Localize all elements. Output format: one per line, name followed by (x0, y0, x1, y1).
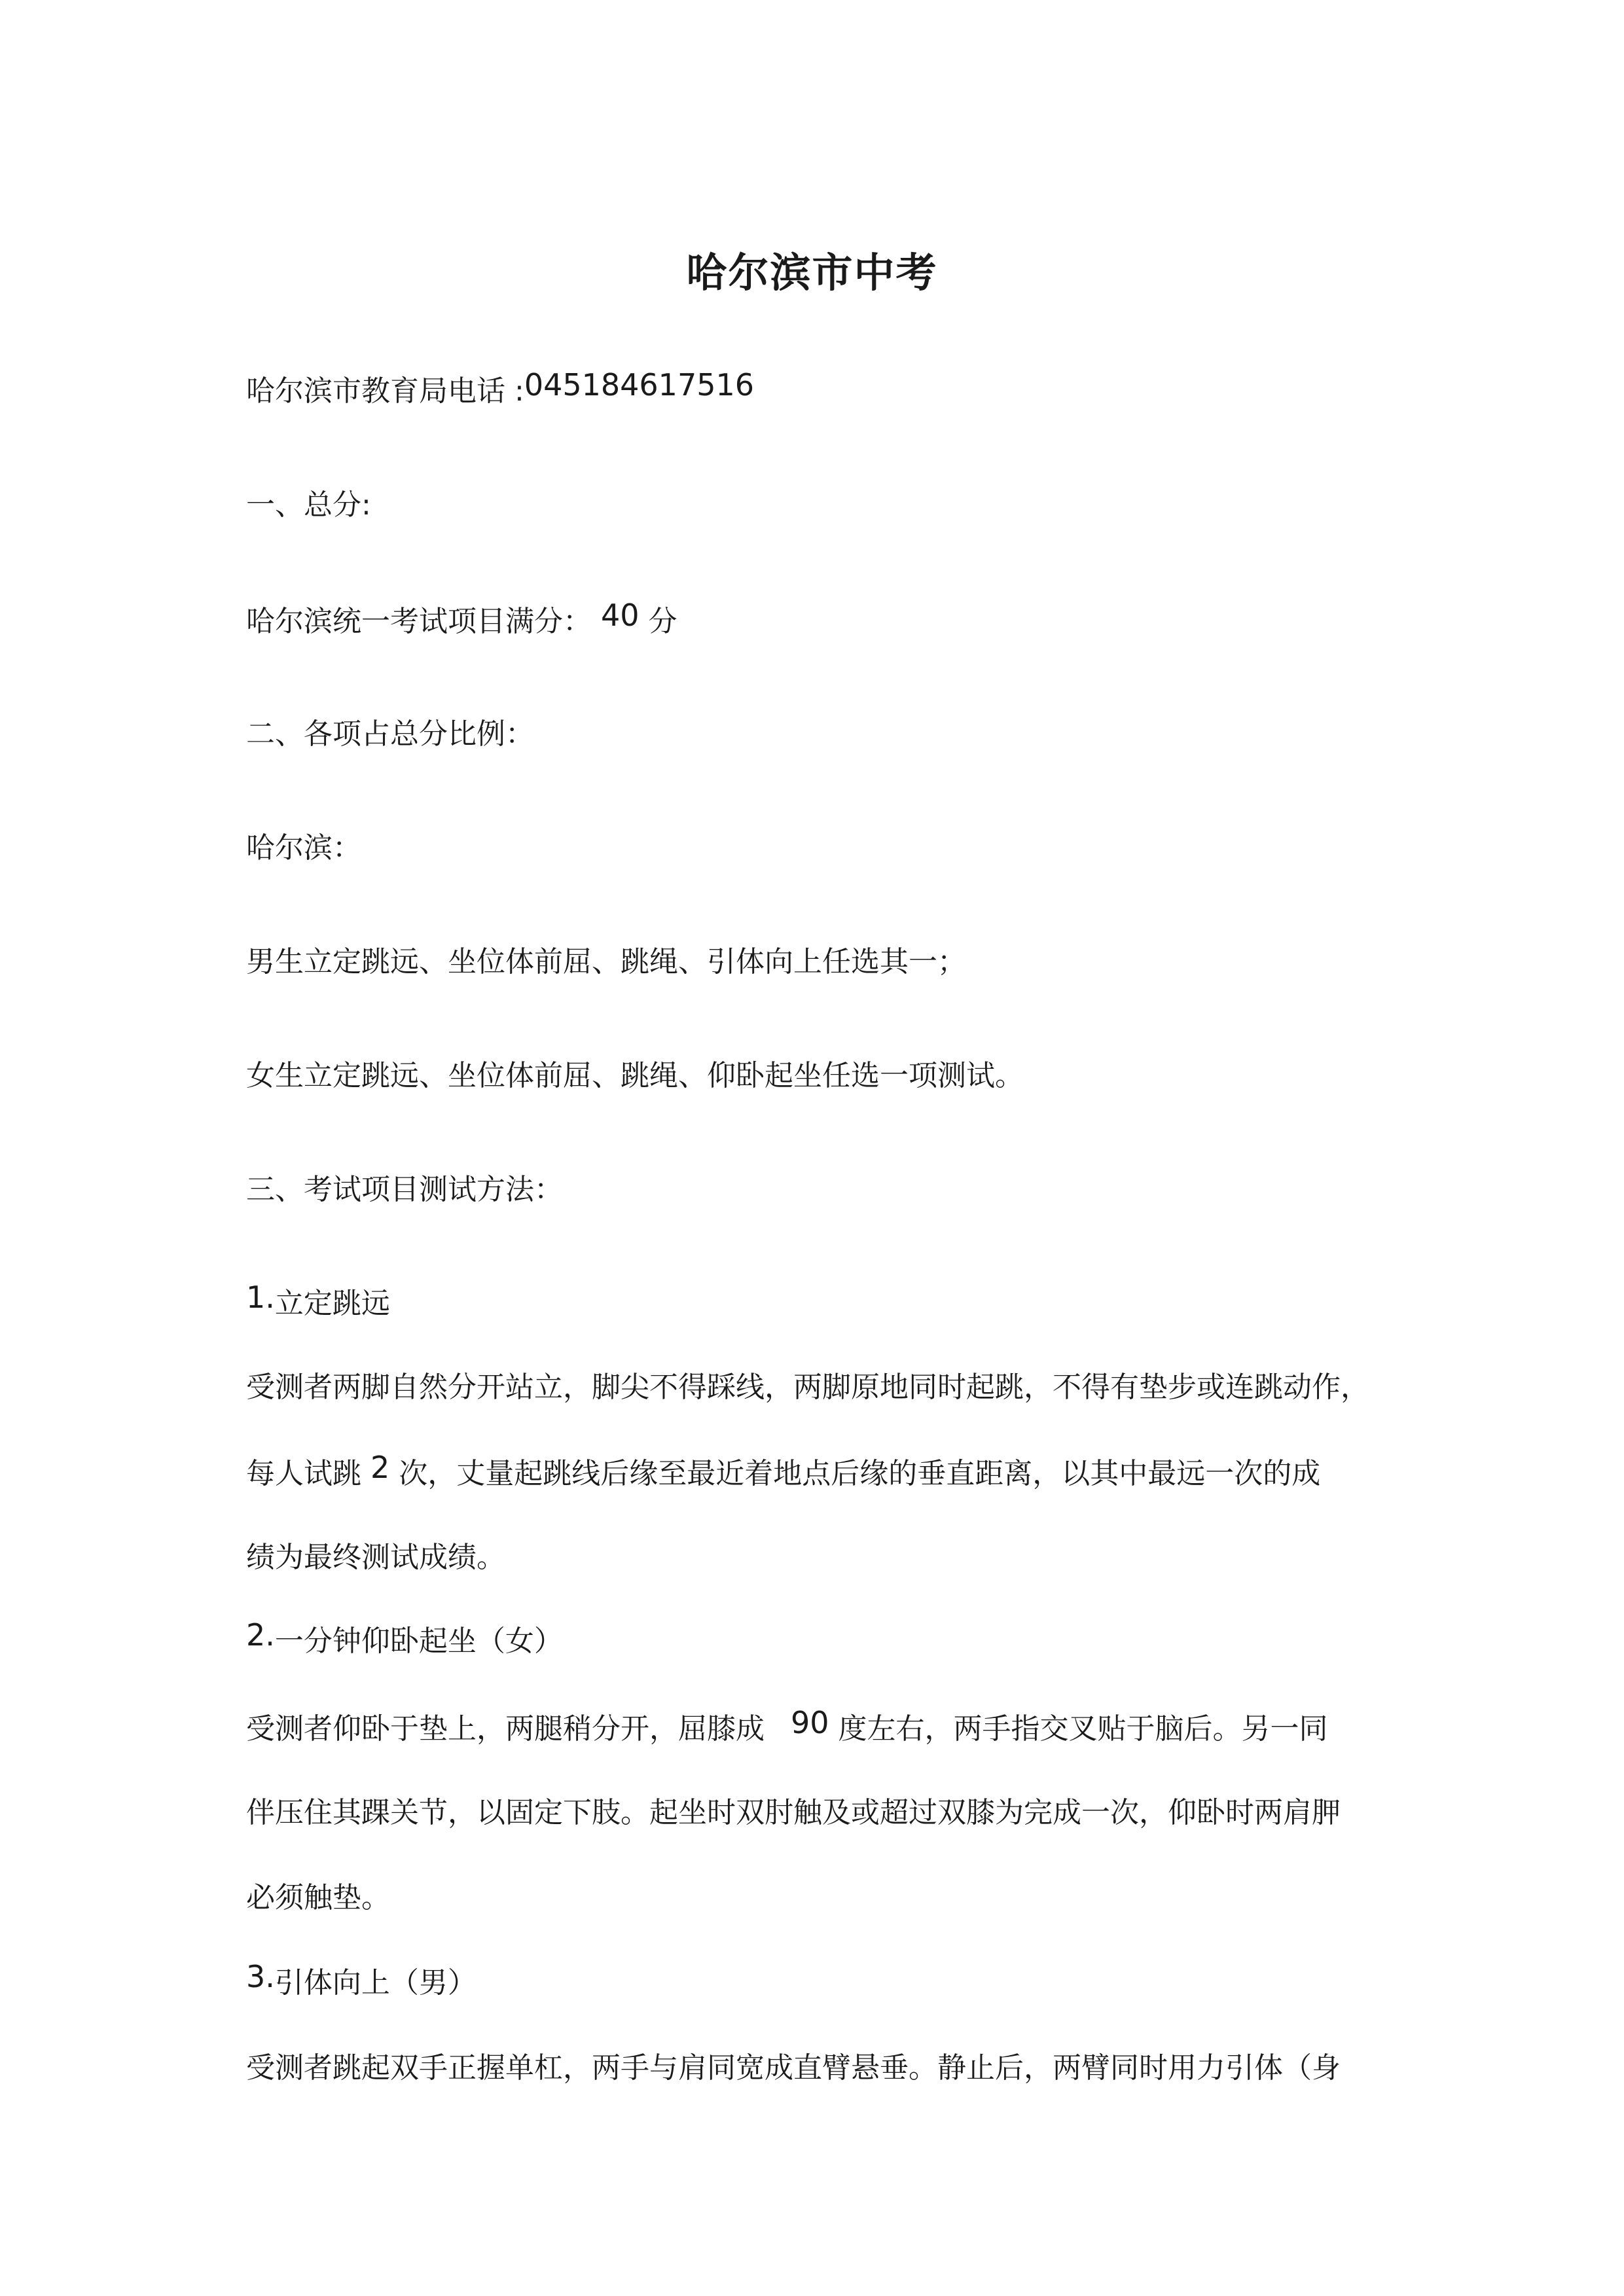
phone-label: 哈尔滨市教育局电话 : (246, 374, 524, 408)
full-score-label: 哈尔滨统一考试项目满分： (246, 605, 592, 638)
item1-text-line3: 绩为最终测试成绩。 (246, 1541, 505, 1574)
item2-name: 一分钟仰卧起坐（女） (274, 1624, 563, 1658)
item1-line2-num: 2 (370, 1450, 390, 1485)
full-score-value: 40 (601, 598, 640, 633)
full-score-line (246, 598, 1424, 641)
item2-text-line3: 必须触垫。 (246, 1881, 390, 1914)
item1-text-line1: 受测者两脚自然分开站立，脚尖不得踩线，两脚原地同时起跳，不得有垫步或连跳动作， (246, 1371, 1369, 1404)
item1-heading (246, 1280, 1424, 1323)
item2-text-line2: 伴压住其踝关节，以固定下肢。起坐时双肘触及或超过双膝为完成一次，仰卧时两肩胛 (246, 1796, 1341, 1829)
section3-heading: 三、考试项目测试方法： (246, 1173, 563, 1206)
item2-number: 2. (246, 1617, 275, 1653)
item1-line2-pre: 每人试跳 (246, 1457, 361, 1490)
phone-number: 045184617516 (524, 367, 755, 403)
city-label: 哈尔滨： (246, 831, 361, 865)
item3-name: 引体向上（男） (274, 1966, 477, 2000)
section1-heading: 一、总分: (246, 488, 371, 522)
item2-line1-num: 90 (791, 1705, 829, 1740)
item2-line1-pre: 受测者仰卧于垫上，两腿稍分开，屈膝成 (246, 1712, 765, 1746)
phone-line (246, 367, 1424, 411)
boys-options: 男生立定跳远、坐位体前屈、跳绳、引体向上任选其一； (246, 945, 966, 978)
section2-heading: 二、各项占总分比例： (246, 717, 534, 751)
full-score-unit: 分 (648, 605, 677, 638)
item3-heading (246, 1959, 1424, 2003)
item3-text-line1: 受测者跳起双手正握单杠，两手与肩同宽成直臂悬垂。静止后，两臂同时用力引体（身 (246, 2051, 1341, 2085)
girls-options: 女生立定跳远、坐位体前屈、跳绳、仰卧起坐任选一项测试。 (246, 1059, 1024, 1092)
item1-name: 立定跳远 (274, 1287, 390, 1320)
item2-text-line1 (246, 1705, 1424, 1749)
item2-heading (246, 1617, 1424, 1661)
item2-line1-post: 度左右，两手指交叉贴于脑后。另一同 (838, 1712, 1328, 1746)
item1-line2-post: 次，丈量起跳线后缘至最近着地点后缘的垂直距离，以其中最远一次的成 (399, 1457, 1321, 1490)
document-title: 哈尔滨市中考 (686, 249, 938, 296)
item3-number: 3. (246, 1959, 275, 1994)
item1-number: 1. (246, 1280, 275, 1315)
item1-text-line2 (246, 1450, 1424, 1494)
